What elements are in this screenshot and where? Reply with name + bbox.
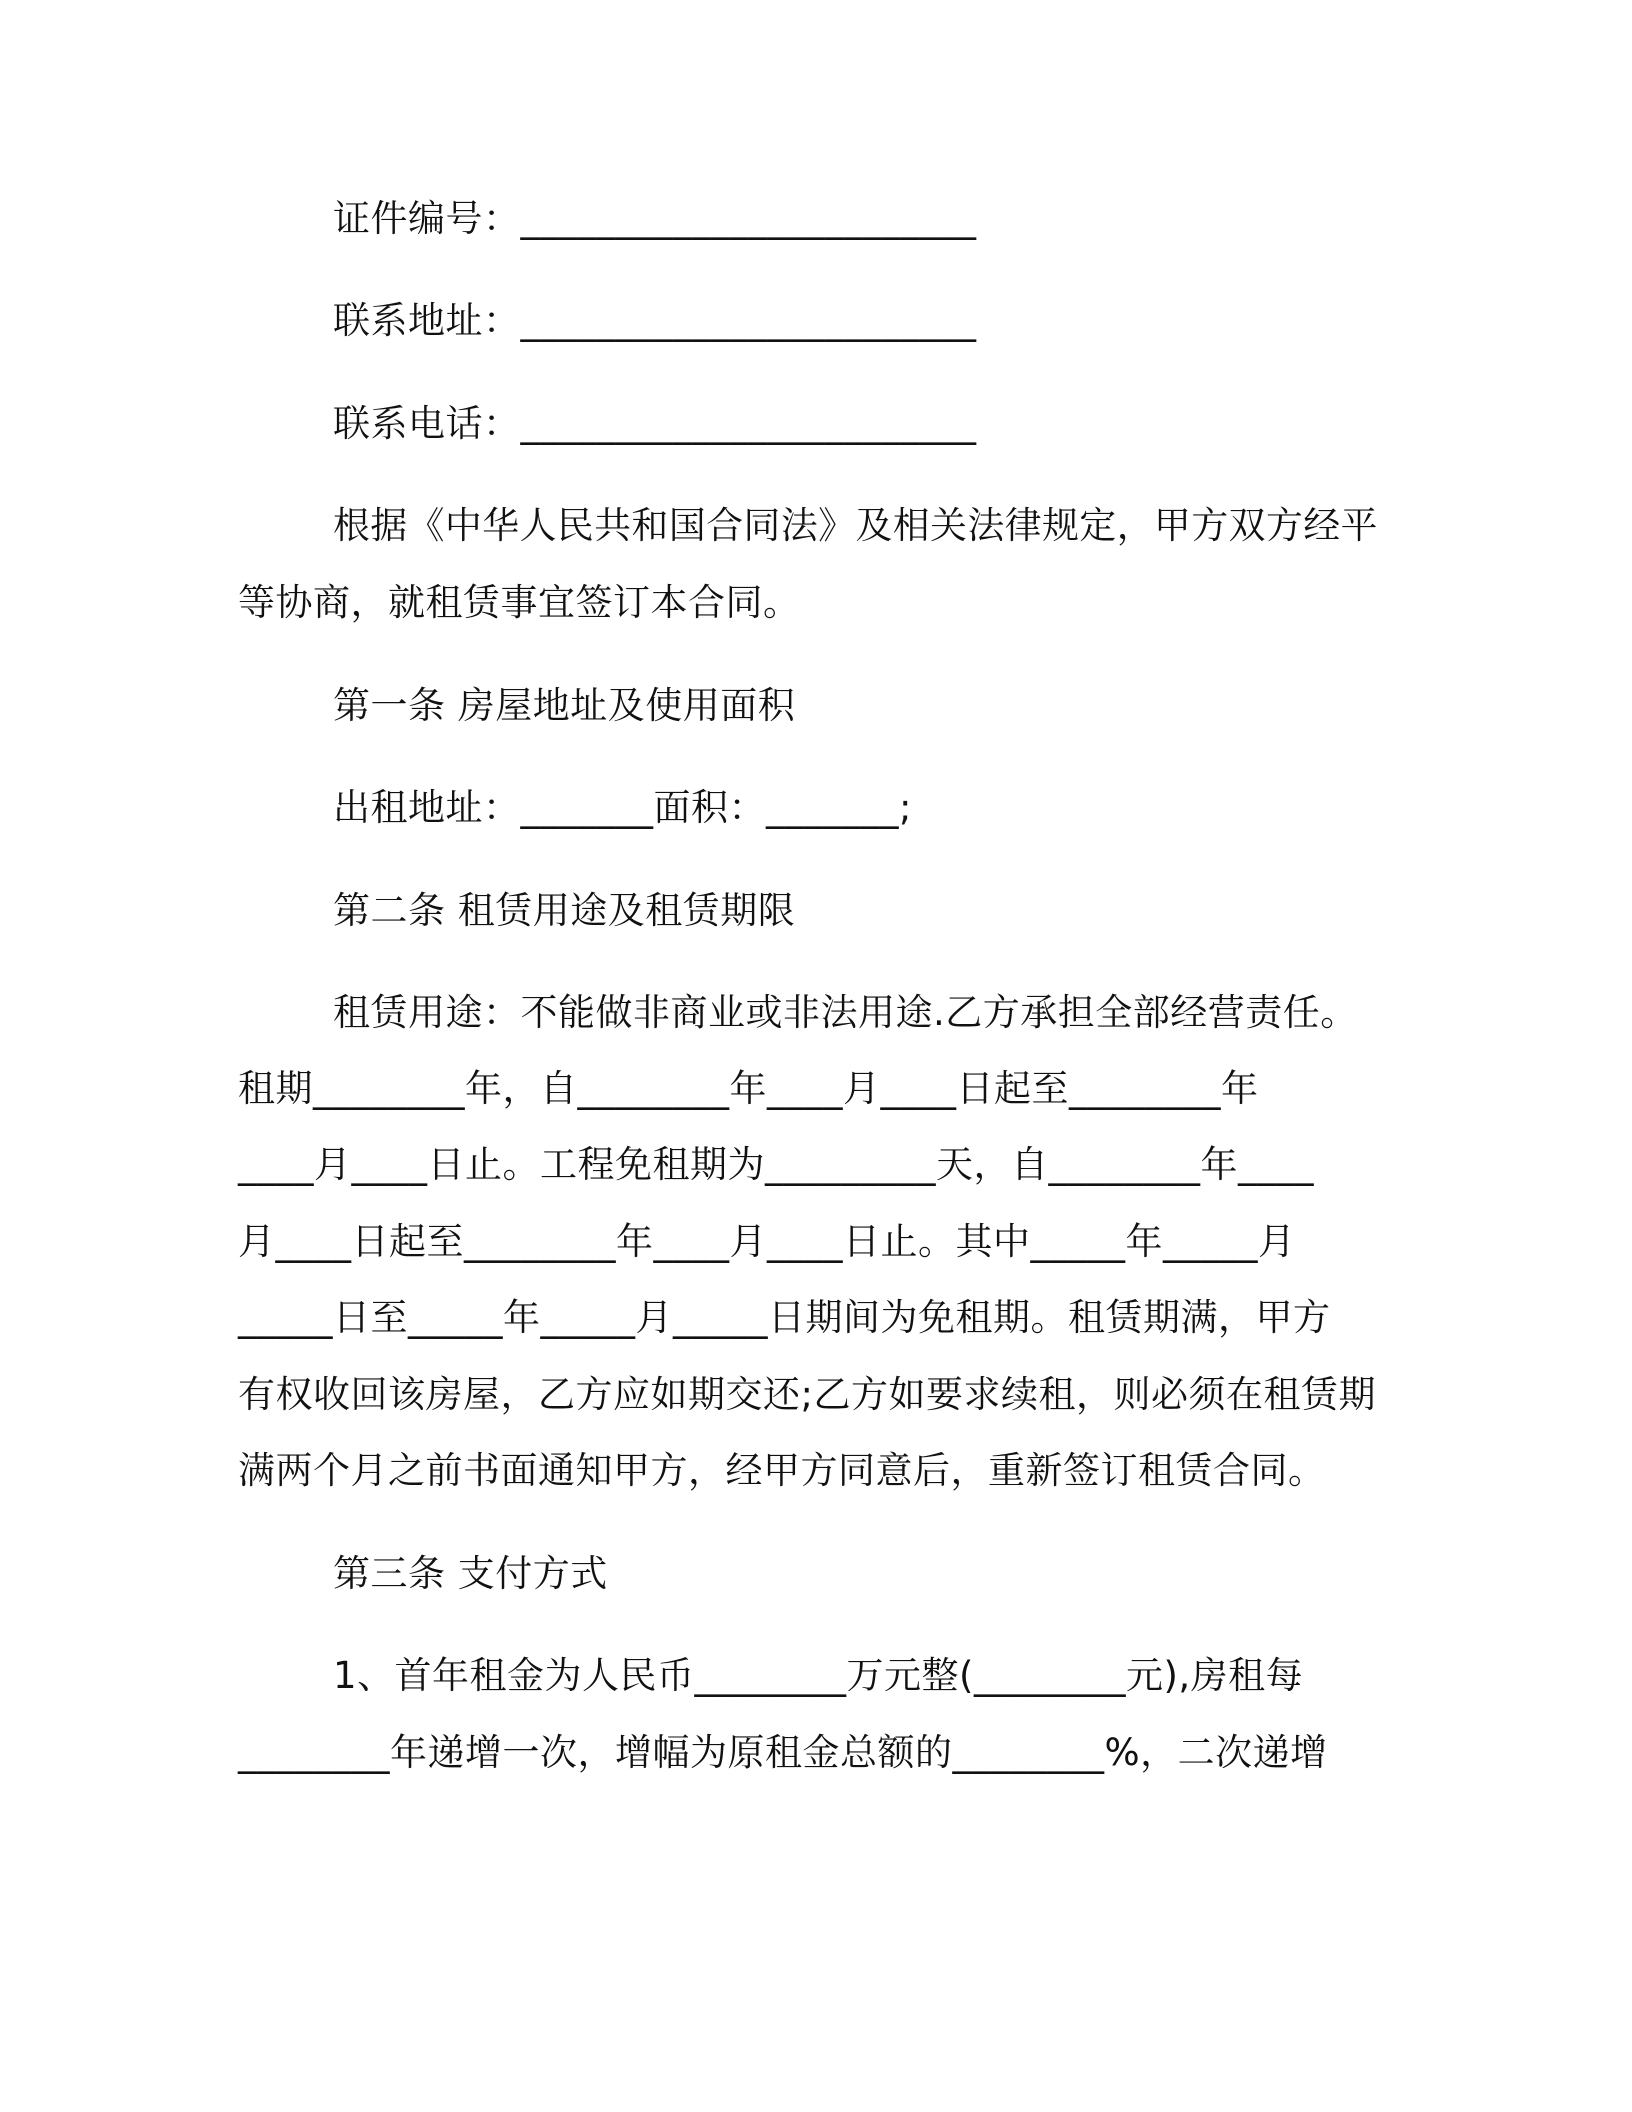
- term-line-5: 有权收回该房屋，乙方应如期交还;乙方如要求续租，则必须在租赁期: [238, 1373, 1376, 1416]
- term-line-2: ____月____日止。工程免租期为_________天，自________年____: [238, 1143, 1314, 1186]
- contact-phone-line: 联系电话：________________________: [333, 402, 977, 445]
- payment-line-2: ________年递增一次，增幅为原租金总额的________%，二次递增: [238, 1731, 1328, 1774]
- article-2-heading: 第二条 租赁用途及租赁期限: [333, 889, 796, 932]
- id-number-line: 证件编号：________________________: [333, 197, 977, 240]
- payment-line-1: 1、首年租金为人民币________万元整(________元),房租每: [333, 1654, 1304, 1697]
- term-line-1: 租期________年，自________年____月____日起至________年: [238, 1067, 1259, 1110]
- term-line-3: 月____日起至________年____月____日止。其中_____年_____月: [238, 1220, 1296, 1263]
- preamble-line-2: 等协商，就租赁事宜签订本合同。: [238, 581, 801, 624]
- article-3-heading: 第三条 支付方式: [333, 1552, 608, 1595]
- term-line-4: _____日至_____年_____月_____日期间为免租期。租赁期满，甲方: [238, 1296, 1331, 1339]
- usage-line: 租赁用途：不能做非商业或非法用途.乙方承担全部经营责任。: [333, 991, 1358, 1034]
- contact-address-line: 联系地址：________________________: [333, 299, 977, 342]
- preamble-line-1: 根据《中华人民共和国合同法》及相关法律规定，甲方双方经平: [333, 504, 1378, 547]
- term-line-6: 满两个月之前书面通知甲方，经甲方同意后，重新签订租赁合同。: [238, 1449, 1326, 1492]
- rental-address-line: 出租地址：_______面积：_______;: [333, 786, 912, 829]
- article-1-heading: 第一条 房屋地址及使用面积: [333, 684, 796, 727]
